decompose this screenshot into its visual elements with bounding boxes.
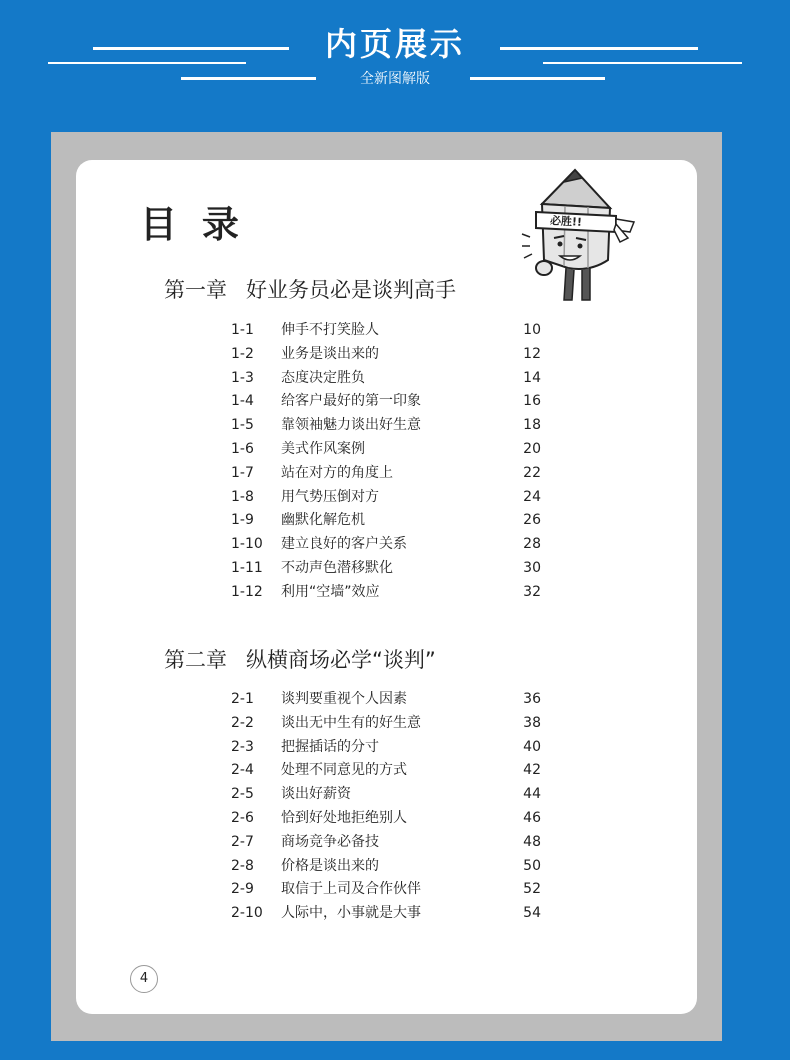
decor-line-right-top	[500, 47, 698, 50]
entry-page: 30	[523, 559, 541, 576]
banner-title: 内页展示	[324, 25, 465, 63]
entry-page: 54	[523, 905, 541, 922]
chapter-number: 第二章	[164, 648, 227, 672]
entry-title: 业务是谈出来的	[281, 345, 379, 362]
toc-entry[interactable]	[231, 438, 541, 462]
entry-title: 取信于上司及合作伙伴	[281, 881, 421, 898]
entry-number: 1-11	[231, 559, 263, 576]
toc-entry[interactable]	[231, 486, 541, 510]
decor-line-left-mid	[48, 62, 246, 64]
entry-page: 42	[523, 762, 541, 779]
entry-page: 16	[523, 393, 541, 410]
entry-number: 1-4	[231, 393, 254, 410]
entry-page: 22	[523, 464, 541, 481]
toc-entry[interactable]	[231, 367, 541, 391]
entry-page: 10	[523, 322, 541, 338]
entry-title: 不动声色潜移默化	[281, 559, 393, 576]
chapter-title: 纵横商场必学“谈判”	[246, 648, 436, 672]
toc-entry[interactable]	[231, 831, 541, 855]
entry-number: 1-2	[231, 345, 254, 362]
entry-title: 人际中，小事就是大事	[281, 905, 421, 922]
entry-page: 12	[523, 345, 541, 362]
toc-entry[interactable]	[231, 712, 541, 736]
entry-title: 站在对方的角度上	[281, 464, 393, 481]
entry-page: 32	[523, 583, 541, 600]
entry-title: 态度决定胜负	[281, 369, 365, 386]
chapter-heading-1	[164, 274, 456, 304]
entry-number: 1-5	[231, 417, 254, 434]
toc-entry[interactable]	[231, 878, 541, 902]
toc-entry[interactable]	[231, 557, 541, 581]
page-number: 4	[130, 965, 158, 993]
chapter-1-entries	[231, 319, 541, 605]
entry-page: 50	[523, 857, 541, 874]
entry-title: 幽默化解危机	[281, 512, 365, 529]
headband-text: 必胜!!	[549, 214, 583, 229]
toc-entry[interactable]	[231, 855, 541, 879]
entry-number: 2-5	[231, 786, 254, 803]
entry-number: 2-9	[231, 881, 254, 898]
entry-page: 44	[523, 786, 541, 803]
entry-page: 26	[523, 512, 541, 529]
chapter-number: 第一章	[164, 278, 227, 302]
entry-number: 1-3	[231, 369, 254, 386]
entry-number: 1-10	[231, 536, 263, 553]
entry-number: 2-10	[231, 905, 263, 922]
entry-number: 1-8	[231, 488, 254, 505]
entry-number: 2-3	[231, 738, 254, 755]
entry-number: 2-7	[231, 833, 254, 850]
chapter-2-entries	[231, 688, 541, 926]
decor-line-left-top	[93, 47, 289, 50]
entry-number: 1-7	[231, 464, 254, 481]
toc-entry[interactable]	[231, 319, 541, 343]
pencil-mascot-icon	[520, 164, 640, 314]
entry-page: 20	[523, 440, 541, 457]
toc-heading: 目 录	[140, 202, 245, 246]
toc-entry[interactable]	[231, 581, 541, 605]
toc-entry[interactable]	[231, 902, 541, 926]
toc-entry[interactable]	[231, 509, 541, 533]
entry-number: 1-1	[231, 322, 254, 338]
toc-entry[interactable]	[231, 759, 541, 783]
entry-title: 把握插话的分寸	[281, 738, 379, 755]
entry-title: 价格是谈出来的	[281, 857, 379, 874]
decor-line-right-bottom	[470, 77, 605, 80]
banner-subtitle: 全新图解版	[360, 71, 430, 87]
entry-title: 美式作风案例	[281, 440, 365, 457]
toc-entry[interactable]	[231, 462, 541, 486]
entry-title: 伸手不打笑脸人	[281, 322, 379, 338]
toc-entry[interactable]	[231, 414, 541, 438]
toc-entry[interactable]	[231, 807, 541, 831]
entry-title: 靠领袖魅力谈出好生意	[281, 417, 421, 434]
entry-page: 36	[523, 691, 541, 707]
decor-line-left-bottom	[181, 77, 316, 80]
entry-number: 2-4	[231, 762, 254, 779]
entry-number: 2-1	[231, 691, 254, 707]
entry-page: 14	[523, 369, 541, 386]
entry-page: 38	[523, 714, 541, 731]
toc-entry[interactable]	[231, 533, 541, 557]
entry-page: 46	[523, 809, 541, 826]
entry-number: 2-8	[231, 857, 254, 874]
chapter-heading-2	[164, 644, 436, 674]
decor-line-right-mid	[543, 62, 742, 64]
entry-number: 2-6	[231, 809, 254, 826]
entry-title: 处理不同意见的方式	[281, 762, 407, 779]
entry-page: 52	[523, 881, 541, 898]
entry-page: 18	[523, 417, 541, 434]
toc-entry[interactable]	[231, 390, 541, 414]
entry-title: 谈判要重视个人因素	[281, 691, 407, 707]
entry-page: 40	[523, 738, 541, 755]
entry-number: 2-2	[231, 714, 254, 731]
entry-title: 利用“空墙”效应	[281, 583, 380, 600]
entry-title: 谈出好薪资	[281, 786, 351, 803]
entry-page: 28	[523, 536, 541, 553]
entry-number: 1-6	[231, 440, 254, 457]
entry-title: 恰到好处地拒绝别人	[281, 809, 407, 826]
entry-title: 谈出无中生有的好生意	[281, 714, 421, 731]
entry-number: 1-9	[231, 512, 254, 529]
entry-title: 建立良好的客户关系	[281, 536, 407, 553]
toc-entry[interactable]	[231, 736, 541, 760]
entry-title: 商场竞争必备技	[281, 833, 379, 850]
toc-entry[interactable]	[231, 343, 541, 367]
entry-page: 24	[523, 488, 541, 505]
entry-page: 48	[523, 833, 541, 850]
entry-title: 给客户最好的第一印象	[281, 393, 421, 410]
toc-page	[76, 160, 697, 1014]
toc-entry[interactable]	[231, 783, 541, 807]
chapter-title: 好业务员必是谈判高手	[246, 278, 456, 302]
entry-title: 用气势压倒对方	[281, 488, 379, 505]
entry-number: 1-12	[231, 583, 263, 600]
toc-entry[interactable]	[231, 688, 541, 712]
